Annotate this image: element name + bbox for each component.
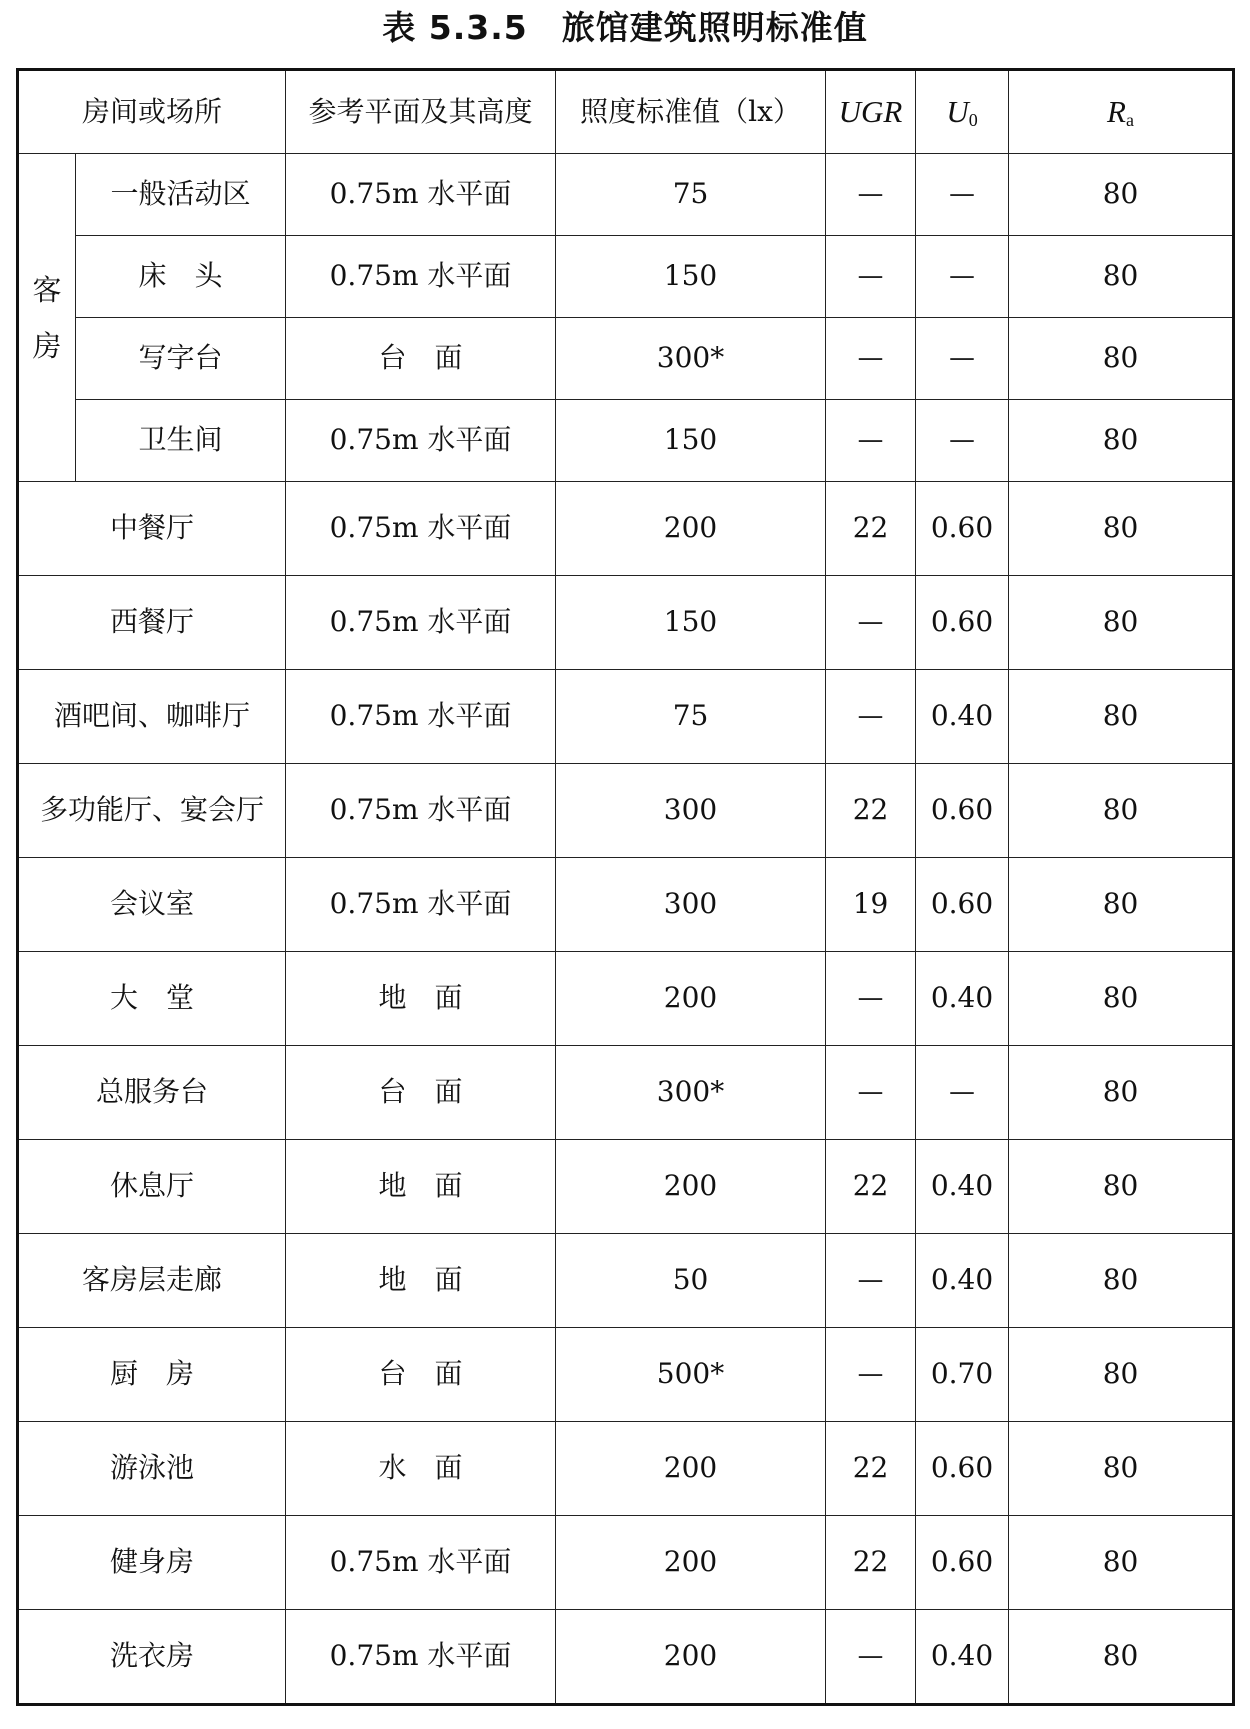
header-u0 [916,70,1009,154]
table-row [18,1140,1234,1234]
cell-ra: 80 [1009,236,1234,318]
cell-lux: 75 [556,670,826,764]
table-row [18,952,1234,1046]
table-row [18,236,1234,318]
guest-room-group-label [18,154,76,482]
table-row [18,764,1234,858]
cell-u0: 0.60 [916,1516,1009,1610]
cell-lux: 200 [556,1422,826,1516]
header-ra-sub: a [1125,109,1134,130]
cell-plane: 0.75m 水平面 [286,236,556,318]
cell-name: 西餐厅 [18,576,286,670]
table-number: 表 5.3.5 [382,8,528,47]
cell-name: 总服务台 [18,1046,286,1140]
cell-ra: 80 [1009,482,1234,576]
cell-plane: 台 面 [286,318,556,400]
cell-lux: 300 [556,858,826,952]
cell-plane: 地 面 [286,952,556,1046]
cell-plane: 0.75m 水平面 [286,858,556,952]
cell-lux: 300* [556,1046,826,1140]
lighting-standards-table [16,68,1235,1706]
cell-ugr: — [826,318,916,400]
cell-ugr: — [826,1328,916,1422]
cell-ugr: — [826,236,916,318]
cell-u0: — [916,318,1009,400]
cell-plane: 地 面 [286,1140,556,1234]
header-plane: 参考平面及其高度 [286,70,556,154]
cell-u0: 0.60 [916,576,1009,670]
cell-plane: 0.75m 水平面 [286,400,556,482]
table-row [18,1234,1234,1328]
cell-name: 游泳池 [18,1422,286,1516]
cell-u0: 0.40 [916,1234,1009,1328]
table-caption: 旅馆建筑照明标准值 [561,8,868,47]
header-row [18,70,1234,154]
cell-name: 写字台 [76,318,286,400]
cell-name: 厨 房 [18,1328,286,1422]
table-row [18,1516,1234,1610]
table-row [18,318,1234,400]
cell-plane: 台 面 [286,1046,556,1140]
cell-name: 会议室 [18,858,286,952]
cell-lux: 75 [556,154,826,236]
cell-ugr: — [826,576,916,670]
cell-ugr: 22 [826,764,916,858]
cell-name: 健身房 [18,1516,286,1610]
cell-lux: 50 [556,1234,826,1328]
cell-ugr: 19 [826,858,916,952]
cell-lux: 200 [556,1610,826,1705]
cell-ugr: — [826,1234,916,1328]
cell-ra: 80 [1009,670,1234,764]
cell-u0: 0.40 [916,670,1009,764]
cell-ugr: 22 [826,1516,916,1610]
cell-ra: 80 [1009,154,1234,236]
cell-ra: 80 [1009,1516,1234,1610]
table-row [18,1046,1234,1140]
cell-plane: 0.75m 水平面 [286,154,556,236]
header-lux: 照度标准值（lx） [556,70,826,154]
cell-lux: 150 [556,236,826,318]
cell-ugr: 22 [826,1422,916,1516]
table-row [18,858,1234,952]
table-row [18,1610,1234,1705]
table-row [18,482,1234,576]
cell-name: 客房层走廊 [18,1234,286,1328]
table-body [18,154,1234,1705]
group-label-char: 房 [32,328,62,363]
cell-u0: 0.60 [916,1422,1009,1516]
cell-lux: 200 [556,1516,826,1610]
cell-name: 休息厅 [18,1140,286,1234]
cell-lux: 150 [556,576,826,670]
cell-ugr: — [826,154,916,236]
cell-plane: 水 面 [286,1422,556,1516]
cell-u0: 0.70 [916,1328,1009,1422]
cell-lux: 300 [556,764,826,858]
cell-name: 多功能厅、宴会厅 [18,764,286,858]
cell-u0: 0.60 [916,764,1009,858]
header-u0-base: U [946,93,969,129]
cell-ugr: — [826,400,916,482]
cell-name: 酒吧间、咖啡厅 [18,670,286,764]
cell-u0: 0.40 [916,952,1009,1046]
cell-u0: — [916,154,1009,236]
group-label-char: 客 [32,272,62,307]
cell-ra: 80 [1009,1234,1234,1328]
cell-plane: 0.75m 水平面 [286,1610,556,1705]
cell-ra: 80 [1009,1046,1234,1140]
table-row [18,670,1234,764]
header-room: 房间或场所 [18,70,286,154]
cell-ra: 80 [1009,318,1234,400]
table-title [0,6,1250,50]
cell-lux: 200 [556,952,826,1046]
cell-ra: 80 [1009,1610,1234,1705]
cell-ugr: — [826,670,916,764]
cell-plane: 0.75m 水平面 [286,764,556,858]
cell-name: 洗衣房 [18,1610,286,1705]
cell-u0: — [916,400,1009,482]
cell-u0: — [916,236,1009,318]
cell-lux: 300* [556,318,826,400]
cell-name: 中餐厅 [18,482,286,576]
cell-u0: 0.60 [916,482,1009,576]
cell-u0: 0.40 [916,1610,1009,1705]
cell-ra: 80 [1009,764,1234,858]
cell-plane: 台 面 [286,1328,556,1422]
table-row [18,400,1234,482]
cell-plane: 0.75m 水平面 [286,1516,556,1610]
table-row [18,1422,1234,1516]
cell-ra: 80 [1009,1422,1234,1516]
cell-lux: 200 [556,482,826,576]
cell-ugr: 22 [826,482,916,576]
table-row [18,576,1234,670]
cell-ra: 80 [1009,576,1234,670]
table-row [18,154,1234,236]
header-u0-sub: 0 [968,109,978,130]
cell-ra: 80 [1009,1140,1234,1234]
cell-ugr: — [826,1610,916,1705]
table-row [18,1328,1234,1422]
cell-ra: 80 [1009,952,1234,1046]
cell-name: 一般活动区 [76,154,286,236]
cell-u0: 0.60 [916,858,1009,952]
cell-u0: — [916,1046,1009,1140]
cell-name: 床 头 [76,236,286,318]
cell-ra: 80 [1009,858,1234,952]
cell-ugr: — [826,952,916,1046]
cell-ra: 80 [1009,1328,1234,1422]
cell-lux: 200 [556,1140,826,1234]
cell-ra: 80 [1009,400,1234,482]
cell-ugr: — [826,1046,916,1140]
cell-u0: 0.40 [916,1140,1009,1234]
cell-plane: 0.75m 水平面 [286,482,556,576]
cell-plane: 0.75m 水平面 [286,576,556,670]
cell-name: 大 堂 [18,952,286,1046]
header-ugr: UGR [826,70,916,154]
cell-lux: 150 [556,400,826,482]
cell-lux: 500* [556,1328,826,1422]
cell-ugr: 22 [826,1140,916,1234]
cell-name: 卫生间 [76,400,286,482]
header-ra-base: R [1107,93,1126,129]
cell-plane: 地 面 [286,1234,556,1328]
cell-plane: 0.75m 水平面 [286,670,556,764]
header-ra [1009,70,1234,154]
